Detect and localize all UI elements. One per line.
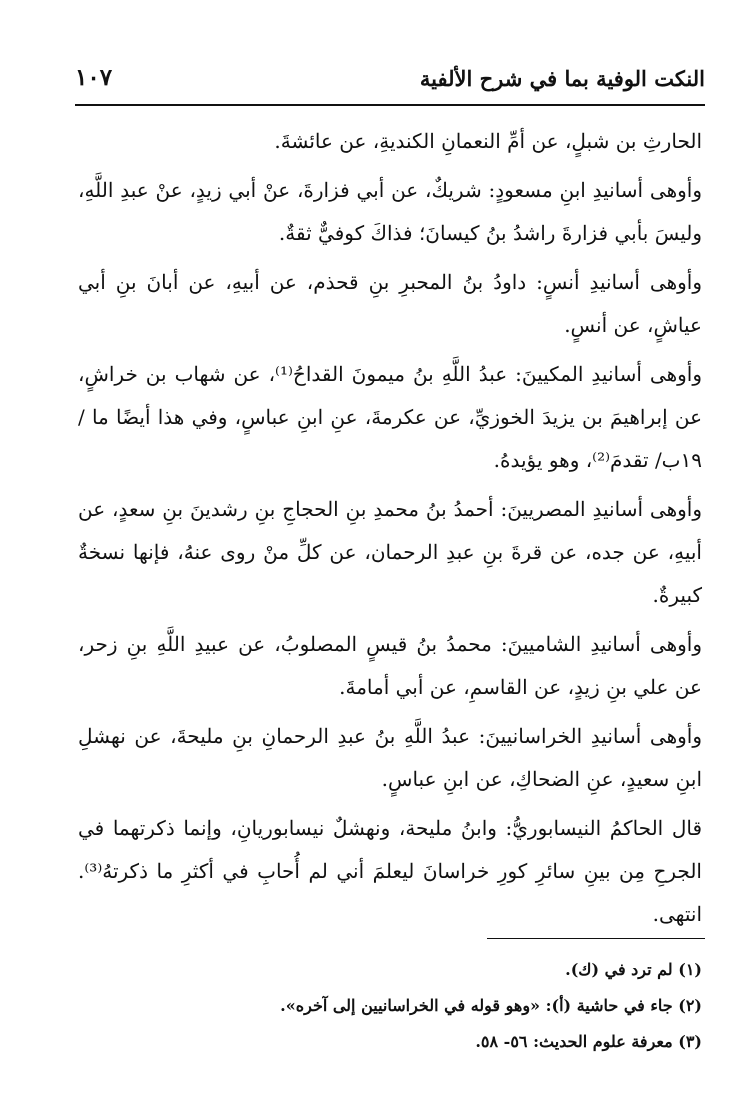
paragraph: الحارثِ بن شبلٍ، عن أمِّ النعمانِ الكنديةِ، عن عائشةَ.	[274, 129, 702, 153]
paragraph: وأوهى أسانيدِ المصريينَ: أحمدُ بنُ محمدِ بنِ الحجاجِ بنِ رشدينَ بنِ سعدٍ، عن أبيهِ، عن جده، عن قرةَ بنِ عبدِ الرحمان، عن كلِّ منْ روى عنهُ، فإنها نسخةٌ كبيرةٌ.	[78, 497, 702, 607]
paragraph: وأوهى أسانيدِ المكيينَ: عبدُ اللَّهِ بنُ ميمونَ القداحُ⁽¹⁾، عن شهاب بن خراشٍ، عن إبراهيمَ بن يزيدَ الخوزيِّ، عن عكرمةَ، عنِ ابنِ عباسٍ، وفي هذا أيضًا ما /١٩ب/ تقدمَ⁽²⁾، وهو يؤيدهُ.	[78, 362, 702, 472]
page-header	[75, 62, 705, 102]
header-rule	[75, 104, 705, 106]
paragraph: وأوهى أسانيدِ الشاميينَ: محمدُ بنُ قيسٍ المصلوبُ، عن عبيدِ اللَّهِ بنِ زحر، عن علي بنِ زيدٍ، عن القاسمِ، عن أبي أمامةَ.	[78, 632, 702, 699]
footnote: (١) لم ترد في (ك).	[565, 960, 702, 979]
paragraph: وأوهى أسانيدِ الخراسانيينَ: عبدُ اللَّهِ بنُ عبدِ الرحمانِ بنِ مليحةَ، عن نهشلِ ابنِ سعيدٍ، عنِ الضحاكِ، عن ابنِ عباسٍ.	[78, 724, 702, 791]
page-number: ١٠٧	[75, 64, 113, 91]
running-title: النكت الوفية بما في شرح الألفية	[419, 66, 705, 91]
footnote: (٢) جاء في حاشية (أ): «وهو قوله في الخراسانيين إلى آخره».	[280, 996, 702, 1015]
paragraph: وأوهى أسانيدِ ابنِ مسعودٍ: شريكٌ، عن أبي فزارةَ، عنْ أبي زيدٍ، عنْ عبدِ اللَّهِ، وليسَ بأبي فزارةَ راشدُ بنُ كيسانَ؛ فذاكَ كوفيٌّ ثقةٌ.	[78, 178, 702, 245]
paragraph: وأوهى أسانيدِ أنسٍ: داودُ بنُ المحبرِ بنِ قحذم، عن أبيهِ، عن أبانَ بنِ أبي عياشٍ، عن أنسٍ.	[78, 270, 702, 337]
main-text	[78, 120, 702, 942]
footnote-rule	[487, 938, 705, 939]
paragraph: قال الحاكمُ النيسابوريُّ: وابنُ مليحة، ونهشلٌ نيسابوريانِ، وإنما ذكرتهما في الجرحِ مِن بينِ سائرِ كورِ خراسانَ ليعلمَ أني لم أُحابِ في أكثرِ ما ذكرتهُ⁽³⁾. انتهى.	[78, 816, 702, 926]
footnotes	[78, 952, 702, 1060]
footnote: (٣) معرفة علوم الحديث: ٥٦- ٥٨.	[475, 1032, 702, 1051]
